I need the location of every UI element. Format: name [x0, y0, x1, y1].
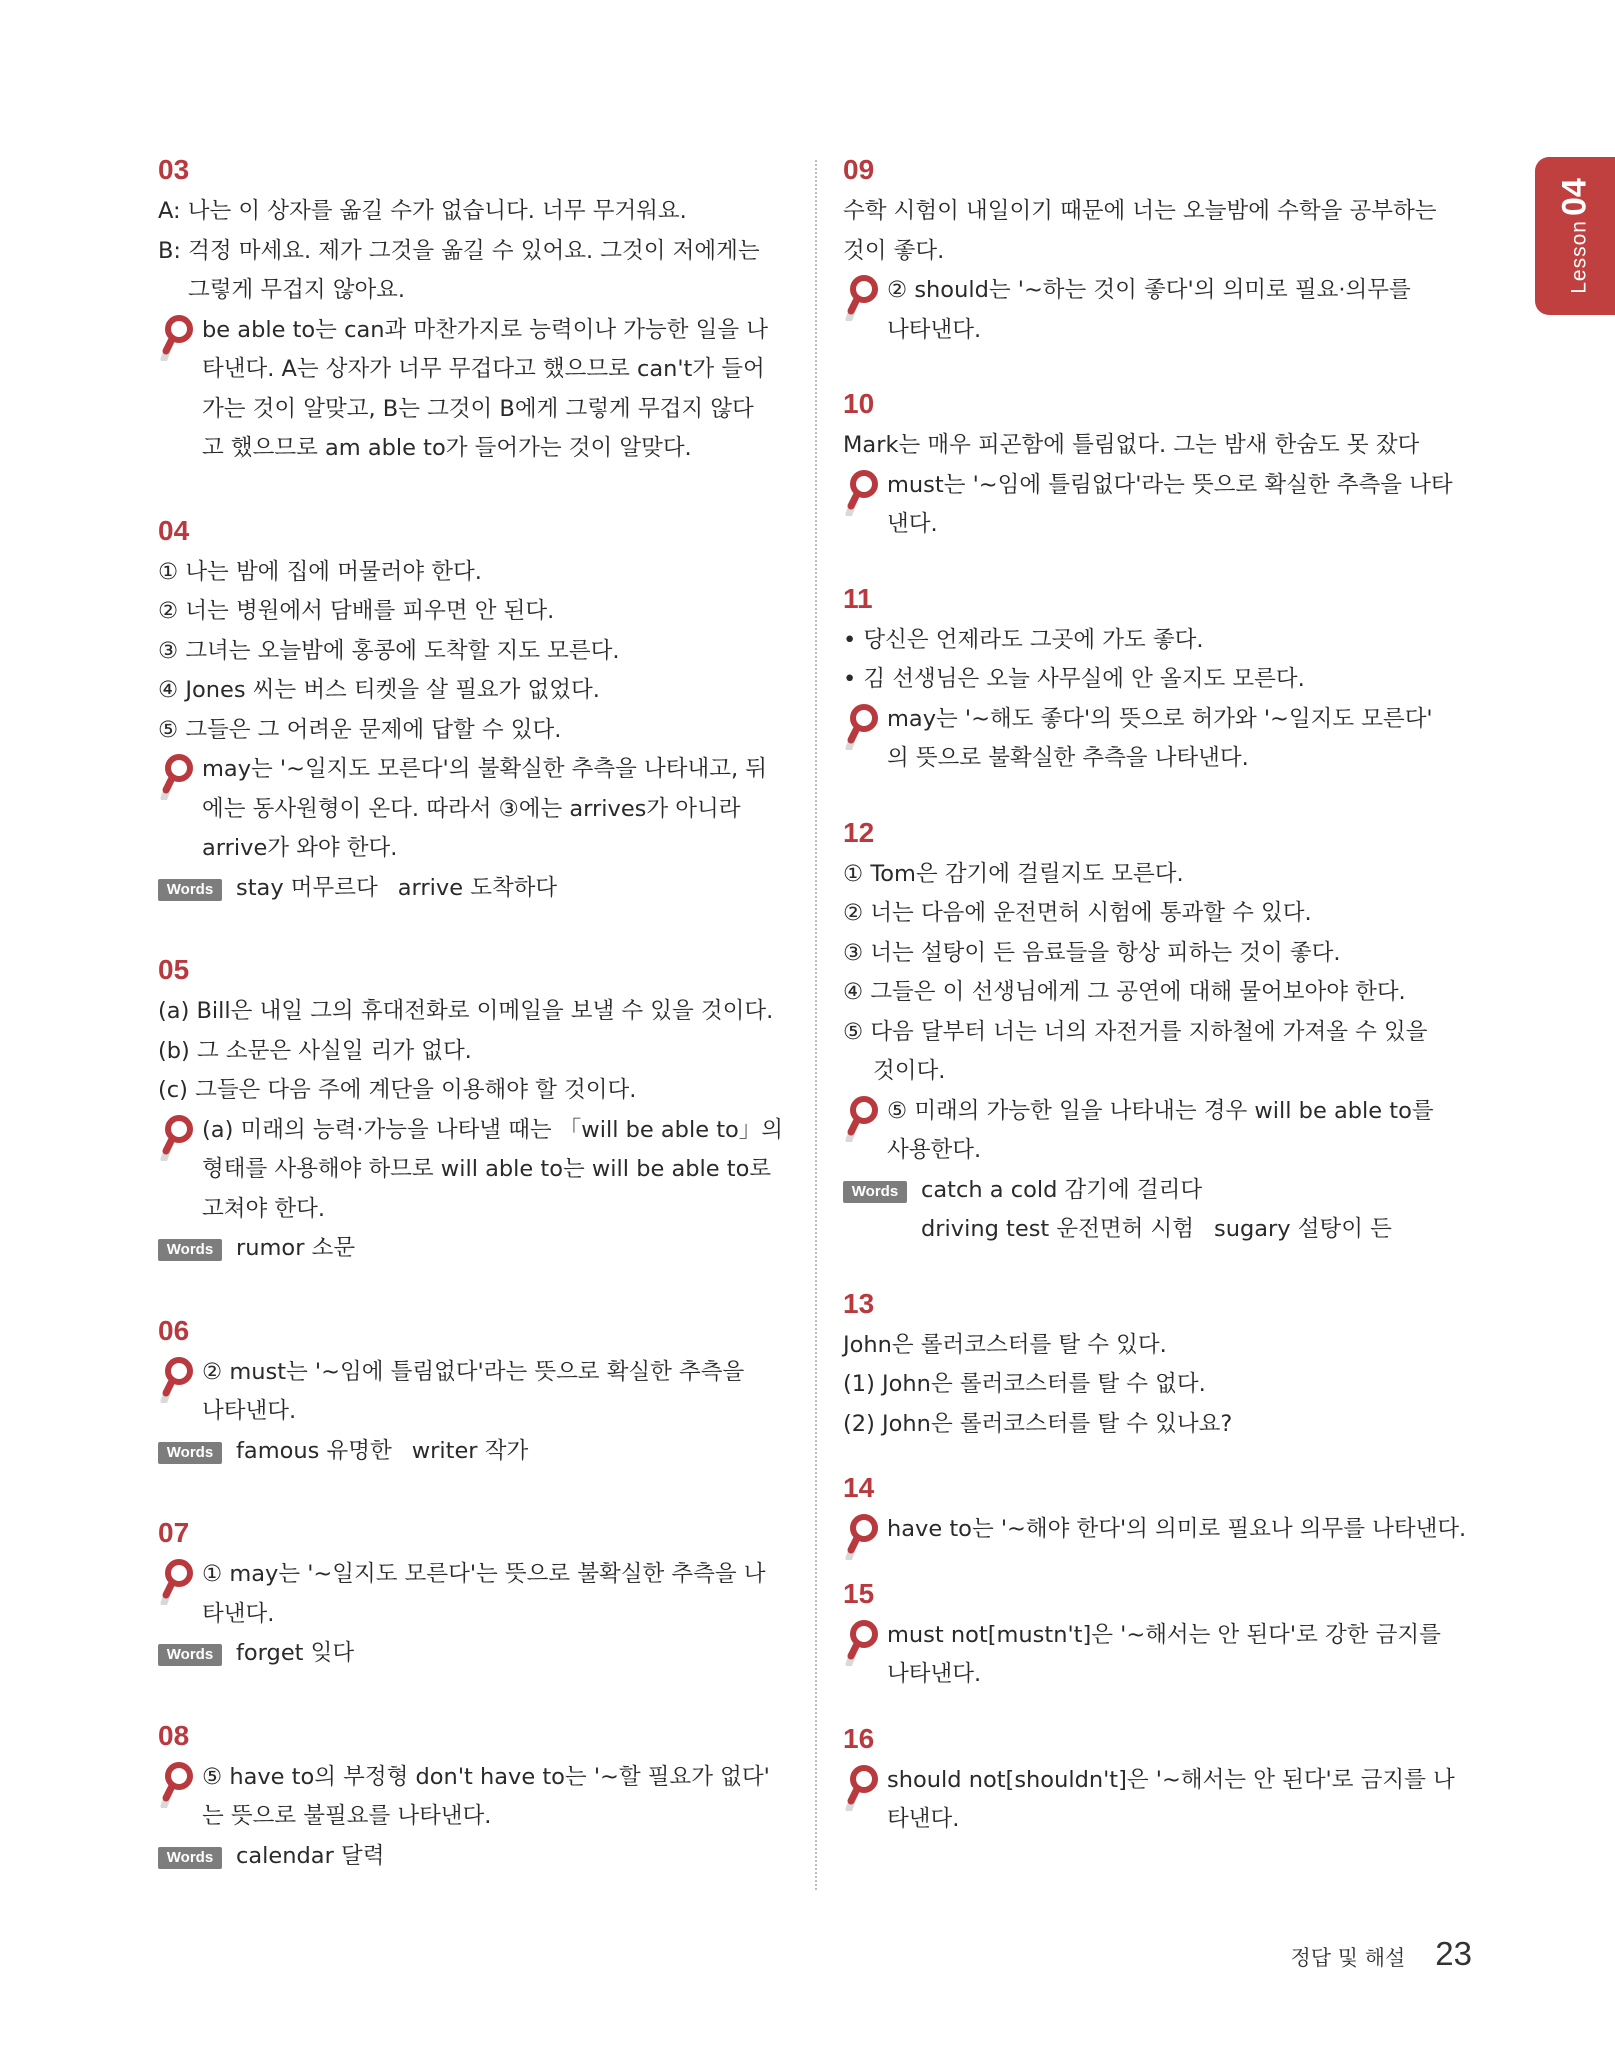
answer-item	[158, 1313, 790, 1472]
explanation-line: 는 뜻으로 불필요를 나타낸다.	[202, 1803, 492, 1829]
vocabulary-list	[158, 1229, 790, 1269]
explanation-line: 사용한다.	[887, 1137, 982, 1163]
question-number: 09	[843, 154, 875, 185]
translation-line: ④ 그들은 이 선생님에게 그 공연에 대해 물어보아야 한다.	[843, 979, 1406, 1005]
translation-line: (c) 그들은 다음 주에 계단을 이용해야 할 것이다.	[158, 1077, 637, 1103]
vocabulary-list	[158, 1634, 790, 1674]
vocabulary-row	[843, 1171, 1475, 1211]
vocabulary-list	[158, 1432, 790, 1472]
explanation-line: 의 뜻으로 불확실한 추측을 나타낸다.	[887, 745, 1249, 771]
answer-item	[158, 1718, 790, 1877]
question-number: 10	[843, 388, 875, 419]
translation-line: ② 너는 다음에 운전면허 시험에 통과할 수 있다.	[843, 900, 1312, 926]
explanation-line: be able to는 can과 마찬가지로 능력이나 가능한 일을 나	[202, 316, 769, 343]
footer-label: 정답 및 해설	[1290, 1946, 1406, 1970]
vocabulary-term: catch a cold 감기에 걸리다	[921, 1176, 1203, 1203]
explanation-line: should not[shouldn't]은 '~해서는 안 된다'로 금지를 나	[887, 1766, 1455, 1793]
answer-item	[158, 513, 790, 909]
answer-item	[843, 1470, 1475, 1550]
answer-item	[843, 581, 1475, 779]
explanation-line: 나타낸다.	[202, 1398, 297, 1424]
explanation-line: 타낸다.	[202, 1600, 275, 1627]
explanation	[843, 1616, 1475, 1695]
vocabulary-list	[843, 1171, 1475, 1250]
explanation-line: must not[mustn't]은 '~해서는 안 된다'로 강한 금지를	[887, 1621, 1441, 1648]
translation-line: ④ Jones 씨는 버스 티켓을 살 필요가 없었다.	[158, 677, 600, 703]
magnifier-icon	[160, 313, 194, 361]
answer-item	[843, 1721, 1475, 1840]
question-number: 04	[158, 514, 190, 546]
translation-line: ③ 너는 설탕이 든 음료들을 항상 피하는 것이 좋다.	[843, 939, 1341, 966]
explanation-line: 가는 것이 알맞고, B는 그것이 B에게 그렇게 무겁지 않다	[202, 395, 754, 422]
vocabulary-row	[158, 1837, 790, 1877]
magnifier-icon	[160, 1760, 194, 1808]
vocabulary-term: sugary 설탕이 든	[1213, 1216, 1392, 1242]
translation-line: • 김 선생님은 오늘 사무실에 안 올지도 모른다.	[843, 666, 1305, 692]
vocabulary-term: arrive 도착하다	[397, 874, 558, 901]
vocabulary-row	[158, 1634, 790, 1674]
translation-line: ② 너는 병원에서 담배를 피우면 안 된다.	[158, 598, 555, 624]
vocabulary-term: stay 머무르다	[236, 874, 378, 901]
magnifier-icon	[845, 468, 879, 516]
column-divider	[815, 160, 817, 1890]
lesson-number: 04	[1555, 178, 1594, 217]
lesson-label	[1556, 178, 1595, 294]
answer-item	[843, 386, 1475, 545]
magnifier-icon	[845, 273, 879, 321]
right-column	[843, 152, 1475, 1866]
answer-item	[158, 152, 790, 469]
question-number: 15	[843, 1577, 875, 1609]
words-indent	[843, 1210, 921, 1250]
vocabulary-term: famous 유명한	[236, 1437, 392, 1464]
magnifier-icon	[845, 1094, 879, 1142]
translation-line: (2) John은 롤러코스터를 탈 수 있나요?	[843, 1410, 1233, 1437]
translation-line: B: 걱정 마세요. 제가 그것을 옮길 수 있어요. 그것이 저에게는	[158, 237, 760, 264]
translation-line: (a) Bill은 내일 그의 휴대전화로 이메일을 보낼 수 있을 것이다.	[158, 998, 774, 1024]
translation-line: (1) John은 롤러코스터를 탈 수 없다.	[843, 1371, 1206, 1397]
vocabulary-term: rumor 소문	[236, 1235, 356, 1261]
question-number: 07	[158, 1517, 190, 1548]
explanation-line: may는 '~해도 좋다'의 뜻으로 허가와 '~일지도 모른다'	[887, 705, 1433, 732]
magnifier-icon	[160, 1113, 194, 1161]
explanation	[158, 1758, 790, 1837]
translation-line: 수학 시험이 내일이기 때문에 너는 오늘밤에 수학을 공부하는	[843, 198, 1437, 224]
lesson-word: Lesson	[1567, 220, 1591, 294]
vocabulary-row	[158, 1229, 790, 1269]
answer-item	[158, 1515, 790, 1674]
vocabulary-list	[158, 869, 790, 909]
words-badge: Words	[158, 1239, 222, 1261]
words-badge: Words	[158, 1644, 222, 1666]
explanation	[158, 1111, 790, 1230]
explanation-line: 타낸다. A는 상자가 너무 무겁다고 했으므로 can't가 들어	[202, 356, 765, 382]
translation-line: • 당신은 언제라도 그곳에 가도 좋다.	[843, 626, 1204, 653]
words-badge: Words	[158, 1847, 222, 1869]
translation-line: A: 나는 이 상자를 옮길 수가 없습니다. 너무 무거워요.	[158, 198, 687, 224]
explanation-line: (a) 미래의 능력·가능을 나타낼 때는 「will be able to」의	[202, 1116, 784, 1143]
question-number: 06	[158, 1314, 190, 1346]
explanation-line: 나타낸다.	[887, 1661, 982, 1687]
explanation	[843, 1092, 1475, 1171]
page-footer	[1291, 1935, 1473, 1973]
explanation	[843, 1761, 1475, 1840]
vocabulary-term: calendar 달력	[236, 1842, 385, 1869]
magnifier-icon	[160, 752, 194, 800]
translation-line: Mark는 매우 피곤함에 틀림없다. 그는 밤새 한숨도 못 잤다	[843, 432, 1420, 458]
explanation	[158, 1353, 790, 1432]
explanation-line: 나타낸다.	[887, 316, 982, 343]
translation-line: 그렇게 무겁지 않아요.	[188, 277, 406, 303]
vocabulary-term: writer 작가	[411, 1437, 529, 1464]
explanation-line: arrive가 와야 한다.	[202, 835, 398, 861]
question-number: 08	[158, 1719, 190, 1751]
explanation-line: 고 했으므로 am able to가 들어가는 것이 알맞다.	[202, 435, 692, 461]
magnifier-icon	[845, 1618, 879, 1666]
translation-line: 것이다.	[873, 1058, 946, 1084]
question-number: 14	[843, 1472, 875, 1503]
question-number: 16	[843, 1722, 875, 1754]
question-number: 13	[843, 1287, 875, 1319]
answer-item	[843, 1286, 1475, 1445]
words-badge: Words	[158, 1442, 222, 1464]
magnifier-icon	[845, 1763, 879, 1811]
explanation	[843, 271, 1475, 350]
lesson-tab	[1535, 157, 1615, 315]
answer-item	[843, 815, 1475, 1250]
explanation-line: 형태를 사용해야 하므로 will able to는 will be able to로	[202, 1156, 772, 1182]
translation-line: ① 나는 밤에 집에 머물러야 한다.	[158, 558, 482, 585]
translation-line: ① Tom은 감기에 걸릴지도 모른다.	[843, 860, 1184, 887]
words-badge: Words	[158, 879, 222, 901]
translation-line: ⑤ 그들은 그 어려운 문제에 답할 수 있다.	[158, 716, 562, 743]
explanation	[843, 1510, 1475, 1550]
answer-item	[158, 952, 790, 1269]
question-number: 11	[843, 582, 873, 614]
explanation-line: ⑤ 미래의 가능한 일을 나타내는 경우 will be able to를	[887, 1097, 1434, 1124]
explanation-line: ① may는 '~일지도 모른다'는 뜻으로 불확실한 추측을 나	[202, 1561, 766, 1587]
question-number: 12	[843, 816, 875, 848]
magnifier-icon	[845, 1512, 879, 1560]
vocabulary-term: driving test 운전면허 시험	[921, 1216, 1194, 1242]
explanation-line: ② should는 '~하는 것이 좋다'의 의미로 필요·의무를	[887, 277, 1411, 303]
vocabulary-row	[158, 869, 790, 909]
explanation-line: may는 '~일지도 모른다'의 불확실한 추측을 나타내고, 뒤	[202, 756, 768, 782]
explanation-line: 낸다.	[887, 511, 938, 537]
translation-line: 것이 좋다.	[843, 237, 945, 264]
vocabulary-list	[158, 1837, 790, 1877]
explanation-line: 타낸다.	[887, 1806, 960, 1832]
question-number: 03	[158, 154, 190, 185]
explanation-line: must는 '~임에 틀림없다'라는 뜻으로 확실한 추측을 나타	[887, 471, 1453, 498]
translation-line: John은 롤러코스터를 탈 수 있다.	[843, 1331, 1167, 1358]
words-badge: Words	[843, 1181, 907, 1203]
explanation-line: ② must는 '~임에 틀림없다'라는 뜻으로 확실한 추측을	[202, 1358, 745, 1385]
explanation-line: 에는 동사원형이 온다. 따라서 ③에는 arrives가 아니라	[202, 795, 741, 822]
answer-item	[843, 152, 1475, 350]
question-number: 05	[158, 954, 190, 985]
translation-line: (b) 그 소문은 사실일 리가 없다.	[158, 1037, 472, 1064]
magnifier-icon	[160, 1355, 194, 1403]
explanation	[843, 700, 1475, 779]
explanation-line: 고쳐야 한다.	[202, 1195, 325, 1222]
explanation	[158, 750, 790, 869]
translation-line: ③ 그녀는 오늘밤에 홍콩에 도착할 지도 모른다.	[158, 637, 620, 664]
explanation-line: ⑤ have to의 부정형 don't have to는 '~할 필요가 없다'	[202, 1763, 770, 1790]
vocabulary-term: forget 잊다	[236, 1640, 355, 1666]
explanation	[158, 311, 790, 469]
magnifier-icon	[845, 702, 879, 750]
answer-item	[843, 1576, 1475, 1695]
left-column	[158, 152, 790, 1920]
vocabulary-row	[158, 1432, 790, 1472]
vocabulary-row	[843, 1210, 1475, 1250]
explanation	[158, 1555, 790, 1634]
translation-line: ⑤ 다음 달부터 너는 너의 자전거를 지하철에 가져올 수 있을	[843, 1018, 1428, 1045]
page-number: 23	[1435, 1935, 1472, 1972]
magnifier-icon	[160, 1557, 194, 1605]
explanation-line: have to는 '~해야 한다'의 의미로 필요나 의무를 나타낸다.	[887, 1516, 1467, 1542]
explanation	[843, 466, 1475, 545]
